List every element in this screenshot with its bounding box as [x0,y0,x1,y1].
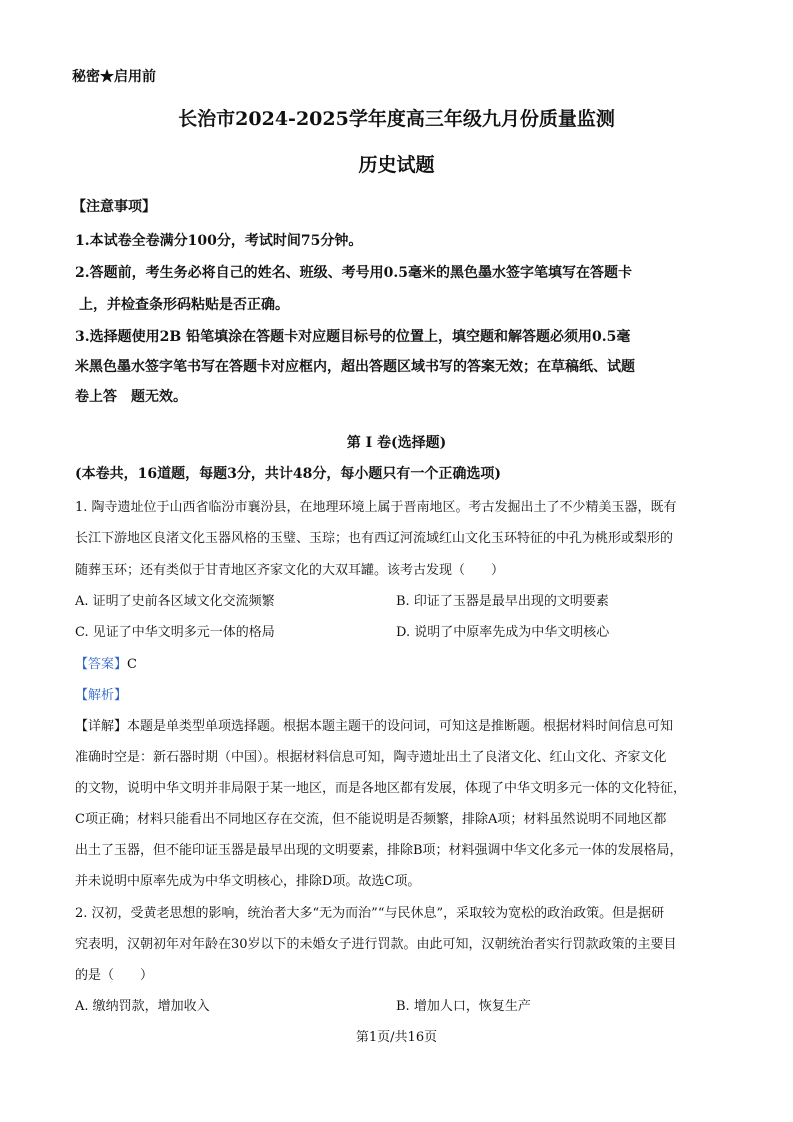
option-a: A. 缴纳罚款，增加收入 [75,999,210,1014]
section-instruction: (本卷共，16道题，每题3分，共计48分，每小题只有一个正确选项) [75,466,501,482]
analysis-tag: 【解析】 [75,688,128,703]
answer-tag: 【答案】 [75,657,128,672]
notes-heading: 【注意事项】 [72,199,156,215]
question-2-stem: 2. 汉初，受黄老思想的影响，统治者大多“无为而治”“与民休息”，采取较为宽松的政治政策。但是据研 [75,906,665,921]
note-line: 3.选择题使用2B 铅笔填涂在答题卡对应题目标号的位置上，填空题和解答题必须用0.5毫 [75,329,631,345]
subject-title: 历史试题 [358,154,435,176]
confidential-label: 秘密★启用前 [72,69,156,85]
question-1-stem: 随葬玉环；还有类似于甘青地区齐家文化的大双耳罐。该考古发现（ ） [75,563,505,578]
option-b: B. 增加人口，恢复生产 [396,999,531,1014]
detail-line: 的文物，说明中华文明并非局限于某一地区，而是各地区都有发展，体现了中华文明多元一体的文化特征， [75,781,687,796]
note-line: 卷上答 题无效。 [75,389,187,405]
note-line: 上，并检查条形码粘贴是否正确。 [79,297,289,313]
option-c: C. 见证了中华文明多元一体的格局 [75,625,275,640]
note-line: 米黑色墨水签字笔书写在答题卡对应框内，超出答题区域书写的答案无效；在草稿纸、试题 [75,359,635,375]
note-line: 2.答题前，考生务必将自己的姓名、班级、考号用0.5毫米的黑色墨水签字笔填写在答题卡 [75,265,632,281]
note-line: 1.本试卷全卷满分100分，考试时间75分钟。 [75,233,363,249]
question-2-stem: 的是（ ） [75,968,154,983]
option-a: A. 证明了史前各区域文化交流频繁 [75,594,275,609]
section-title: 第 I 卷(选择题) [346,435,447,451]
exam-title: 长治市2024-2025学年度高三年级九月份质量监测 [178,108,615,130]
question-1-stem: 1. 陶寺遗址位于山西省临汾市襄汾县，在地理环境上属于晋南地区。考古发掘出土了不少精美玉器，既有 [75,500,677,515]
detail-line: 准确时空是：新石器时期（中国）。根据材料信息可知，陶寺遗址出土了良渚文化、红山文化、齐家文化 [75,750,667,765]
detail-line: 出土了玉器，但不能印证玉器是最早出现的文明要素，排除B项；材料强调中华文化多元一体的发展格局， [75,843,683,858]
detail-line: 并未说明中原率先成为中华文明核心，排除D项。故选C项。 [75,874,421,889]
question-1-stem: 长江下游地区良渚文化玉器风格的玉璧、玉琮；也有西辽河流域红山文化玉环特征的中孔为桃形或梨形的 [75,531,674,546]
detail-line: C项正确；材料只能看出不同地区存在交流，但不能说明是否频繁，排除A项；材料虽然说明不同地区都 [75,812,667,827]
question-2-stem: 究表明，汉朝初年对年龄在30岁以下的未婚女子进行罚款。由此可知，汉朝统治者实行罚款政策的主要目 [75,937,677,952]
page-number: 第1页/共16页 [355,1030,438,1045]
option-b: B. 印证了玉器是最早出现的文明要素 [396,594,609,609]
detail-line: 【详解】本题是单类型单项选择题。根据本题主题干的设问词，可知这是推断题。根据材料时间信息可知 [75,719,674,734]
option-d: D. 说明了中原率先成为中华文明核心 [396,625,610,640]
answer-line [75,653,137,672]
answer-value: C [127,657,137,672]
